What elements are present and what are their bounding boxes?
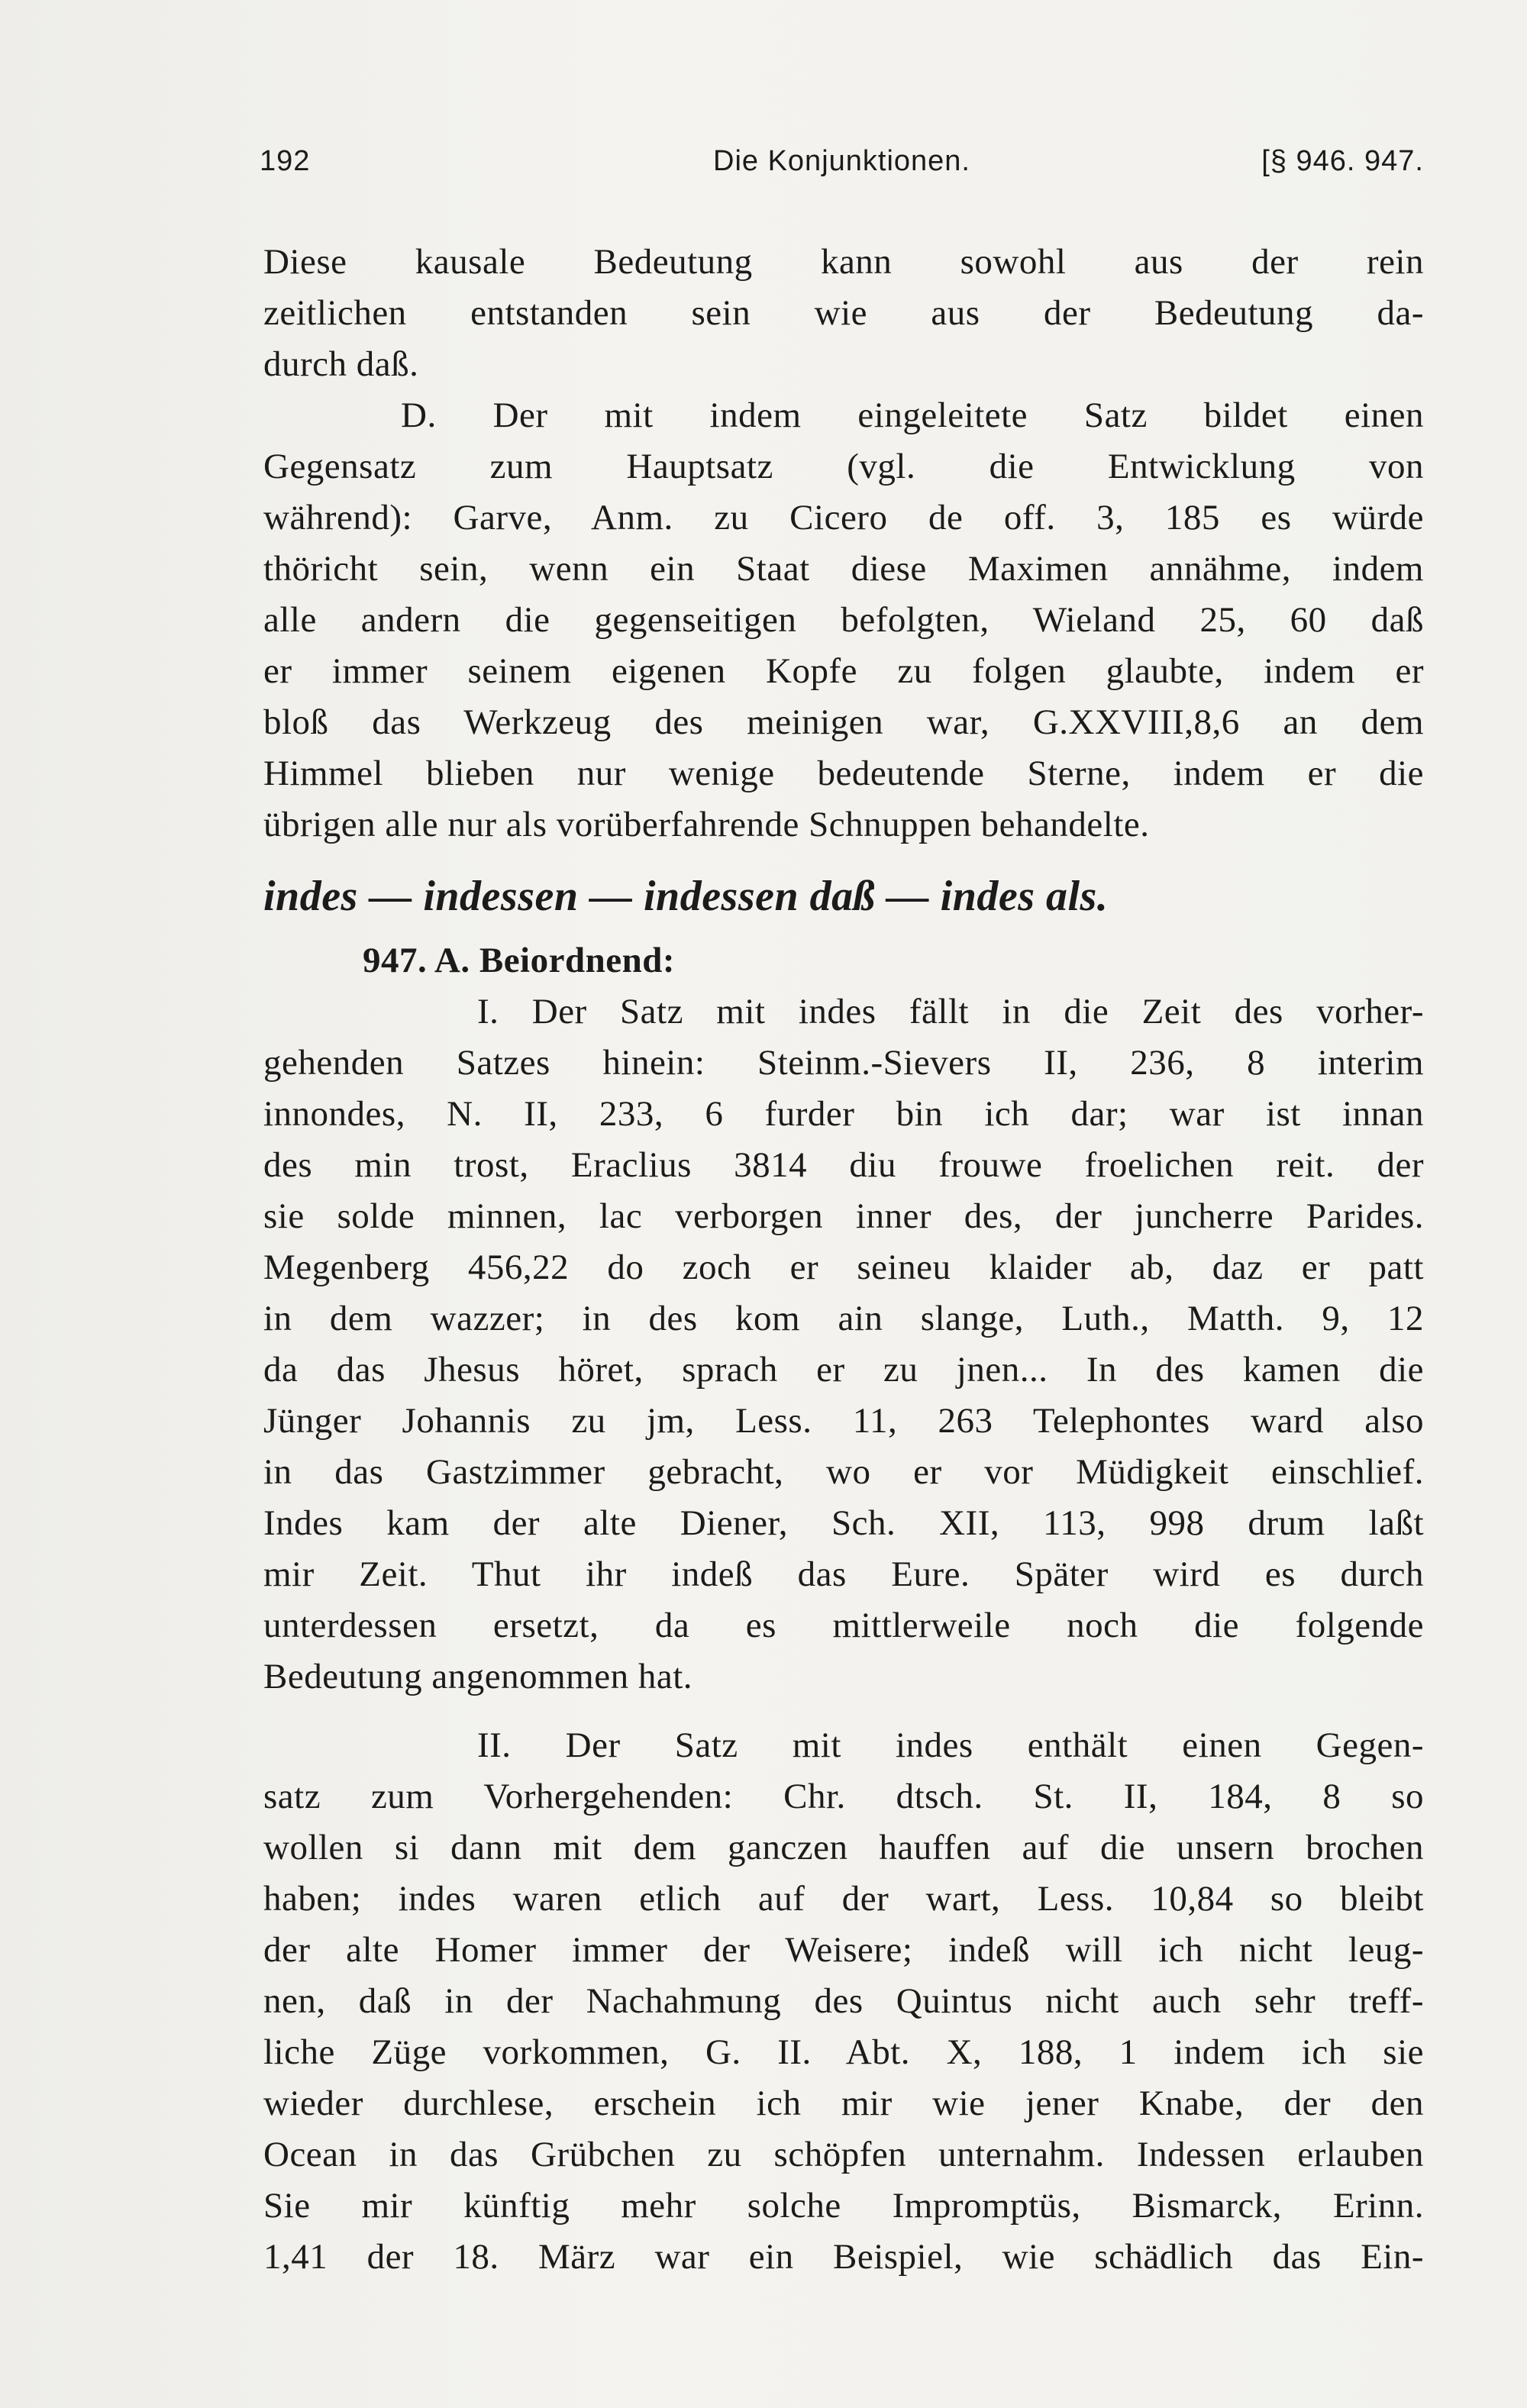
text-line: da das Jhesus höret, sprach er zu jnen... In des kamen die (263, 1350, 1424, 1390)
page-number: 192 (260, 145, 311, 177)
section-heading: indes — indessen — indessen daß — indes als. (263, 873, 1109, 920)
text-line: Jünger Johannis zu jm, Less. 11, 263 Telephontes ward also (263, 1401, 1424, 1441)
running-header (260, 145, 1424, 191)
text-line: Ocean in das Grübchen zu schöpfen unternahm. Indessen erlauben (263, 2135, 1424, 2174)
text-line: D. Der mit indem eingeleitete Satz bildet einen (401, 395, 1424, 435)
text-line: haben; indes waren etlich auf der wart, Less. 10,84 so bleibt (263, 1879, 1424, 1919)
text-line: Diese kausale Bedeutung kann sowohl aus der rein (263, 242, 1424, 282)
section-reference: [§ 946. 947. (1261, 145, 1424, 177)
text-line: Megenberg 456,22 do zoch er seineu klaider ab, daz er patt (263, 1248, 1424, 1287)
running-title: Die Konjunktionen. (713, 145, 970, 177)
text-line: wieder durchlese, erschein ich mir wie jener Knabe, der den (263, 2084, 1424, 2123)
text-line: unterdessen ersetzt, da es mittlerweile noch die folgende (263, 1606, 1424, 1645)
text-line: alle andern die gegenseitigen befolgten, Wieland 25, 60 daß (263, 600, 1424, 640)
text-line: in das Gastzimmer gebracht, wo er vor Müdigkeit einschlief. (263, 1452, 1424, 1492)
text-line: liche Züge vorkommen, G. II. Abt. X, 188, 1 indem ich sie (263, 2032, 1424, 2072)
paragraph-number: 947. A. Beiordnend: (363, 941, 676, 980)
text-line: bloß das Werkzeug des meinigen war, G.XXVIII,8,6 an dem (263, 702, 1424, 742)
text-line: er immer seinem eigenen Kopfe zu folgen glaubte, indem er (263, 651, 1424, 691)
text-line: I. Der Satz mit indes fällt in die Zeit des vorher- (477, 992, 1424, 1031)
text-line: mir Zeit. Thut ihr indeß das Eure. Später wird es durch (263, 1554, 1424, 1594)
text-line: Sie mir künftig mehr solche Impromptüs, Bismarck, Erinn. (263, 2186, 1424, 2226)
text-line: des min trost, Eraclius 3814 diu frouwe froelichen reit. der (263, 1145, 1424, 1185)
text-line: durch daß. (263, 344, 419, 384)
text-line: während): Garve, Anm. zu Cicero de off. 3, 185 es würde (263, 498, 1424, 537)
text-line: II. Der Satz mit indes enthält einen Gegen- (477, 1725, 1424, 1765)
text-line: zeitlichen entstanden sein wie aus der Bedeutung da- (263, 293, 1424, 333)
text-line: Indes kam der alte Diener, Sch. XII, 113, 998 drum laßt (263, 1503, 1424, 1543)
text-line: Himmel blieben nur wenige bedeutende Sterne, indem er die (263, 754, 1424, 793)
text-line: Bedeutung angenommen hat. (263, 1657, 692, 1696)
text-line: nen, daß in der Nachahmung des Quintus nicht auch sehr treff- (263, 1981, 1424, 2021)
text-line: in dem wazzer; in des kom ain slange, Luth., Matth. 9, 12 (263, 1299, 1424, 1338)
text-line: 1,41 der 18. März war ein Beispiel, wie schädlich das Ein- (263, 2237, 1424, 2277)
text-line: Gegensatz zum Hauptsatz (vgl. die Entwicklung von (263, 447, 1424, 486)
text-line: satz zum Vorhergehenden: Chr. dtsch. St. II, 184, 8 so (263, 1777, 1424, 1816)
text-line: der alte Homer immer der Weisere; indeß will ich nicht leug- (263, 1930, 1424, 1970)
text-body (263, 237, 1424, 2283)
text-line: übrigen alle nur als vorüberfahrende Schnuppen behandelte. (263, 805, 1150, 844)
text-line: gehenden Satzes hinein: Steinm.-Sievers II, 236, 8 interim (263, 1043, 1424, 1083)
text-line: innondes, N. II, 233, 6 furder bin ich dar; war ist innan (263, 1094, 1424, 1134)
text-line: thöricht sein, wenn ein Staat diese Maximen annähme, indem (263, 549, 1424, 589)
text-line: sie solde minnen, lac verborgen inner des, der juncherre Parides. (263, 1196, 1424, 1236)
text-line: wollen si dann mit dem ganczen hauffen auf die unsern brochen (263, 1828, 1424, 1867)
